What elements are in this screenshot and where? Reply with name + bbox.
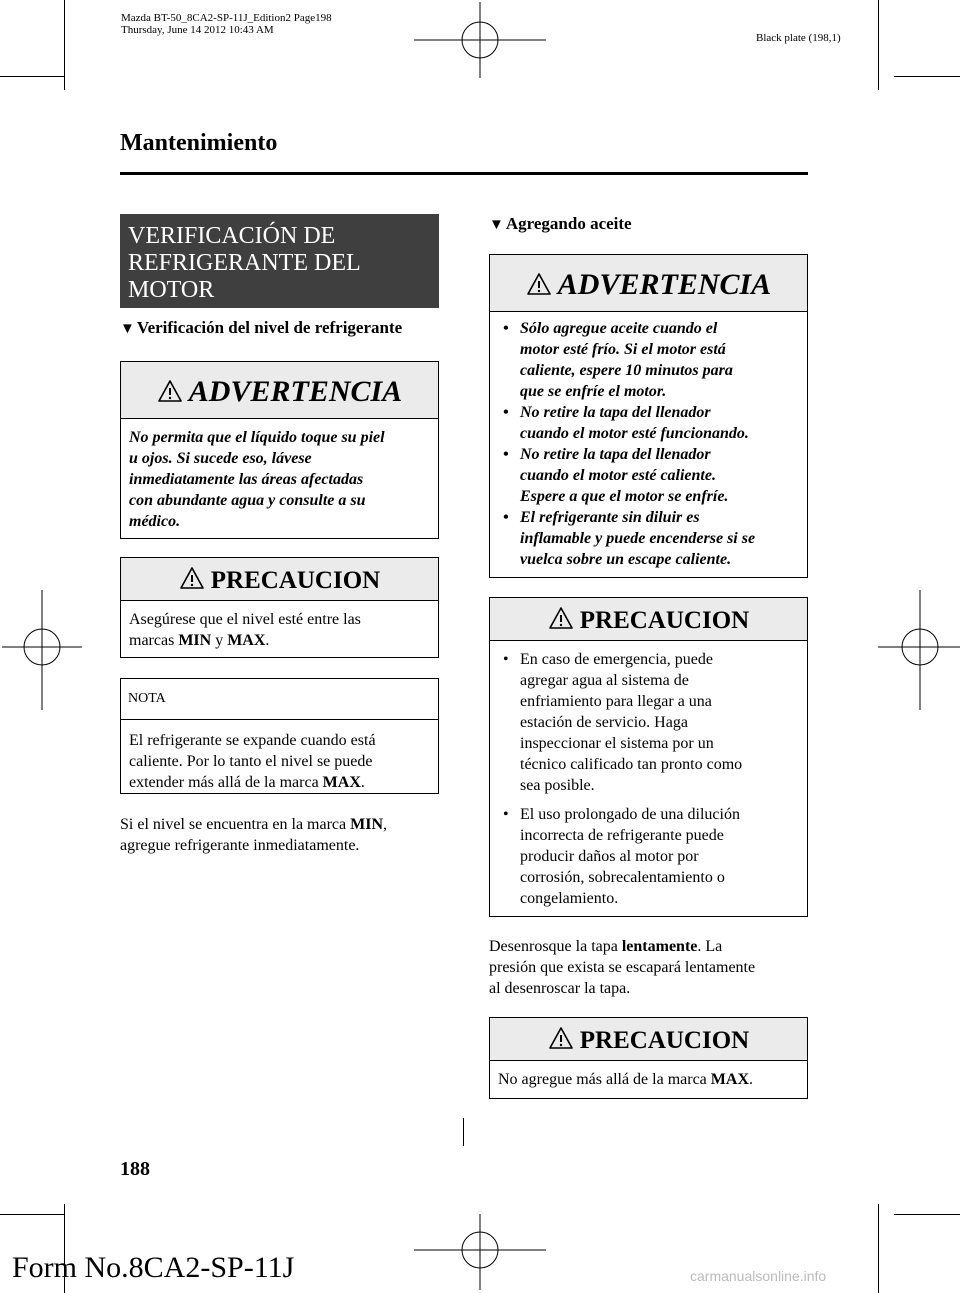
page-number: 188: [120, 1158, 150, 1180]
list-item: • Sólo agregue aceite cuando el motor esté frío. Si el motor está caliente, espere 10 minutos para que se enfríe el motor.: [498, 318, 799, 402]
chapter-title: VERIFICACIÓN DE REFRIGERANTE DEL MOTOR: [120, 214, 439, 308]
caution-header: PRECAUCION: [490, 598, 807, 641]
warning-text: No permita que el líquido toque su piel u ojos. Si sucede eso, lávese inmediatamente las áreas afectadas con abundante agua y consulte a su médico.: [129, 429, 385, 530]
watermark: carmanualsonline.info: [690, 1268, 827, 1284]
registration-mark-bottom: [414, 1214, 546, 1290]
warning-triangle-icon: [548, 1026, 574, 1050]
print-info-line2: Thursday, June 14 2012 10:43 AM: [121, 24, 274, 36]
nota-box: [120, 678, 439, 794]
subheading-level-check: ▼ Verificación del nivel de refrigerante: [120, 318, 403, 337]
warning-list: [490, 312, 807, 578]
list-item: • No retire la tapa del llenador cuando el motor esté caliente. Espere a que el motor se enfríe.: [498, 444, 799, 507]
paragraph-unscrew-cap: Desenrosque la tapa lentamente. La presión que exista se escapará lentamente al desenroscar la tapa.: [489, 938, 756, 997]
list-item: • El uso prolongado de una dilución incorrecta de refrigerante puede producir daños al motor por corrosión, sobrecalentamiento o congelamiento.: [498, 804, 799, 909]
registration-mark-left: [2, 590, 82, 710]
warning-triangle-icon: [526, 272, 552, 296]
caution-header: PRECAUCION: [490, 1018, 807, 1061]
paragraph-min-level: Si el nivel se encuentra en la marca MIN, agregue refrigerante inmediatamente.: [120, 816, 388, 854]
form-number: Form No.8CA2-SP-11J: [12, 1251, 295, 1284]
registration-mark-right: [878, 590, 960, 710]
caution-header: PRECAUCION: [121, 558, 438, 601]
list-item: • En caso de emergencia, puede agregar agua al sistema de enfriamiento para llegar a una estación de servicio. Haga inspeccionar el sistema por un técnico calificado tan pronto como sea posible.: [498, 649, 799, 796]
triangle-bullet-icon: ▼: [489, 217, 504, 233]
nota-text: El refrigerante se expande cuando está caliente. Por lo tanto el nivel se puede extender más allá de la marca MAX.: [129, 732, 376, 791]
warning-box-oil: [489, 254, 808, 578]
caution-box-max: [489, 1017, 808, 1099]
warning-triangle-icon: [179, 566, 205, 590]
plate-info: Black plate (198,1): [756, 32, 841, 44]
caution-box-level: [120, 557, 439, 658]
print-info: [121, 12, 332, 36]
subheading-adding-oil: ▼ Agregando aceite: [489, 214, 632, 233]
header-rule: [120, 172, 808, 175]
list-item: • No retire la tapa del llenador cuando el motor esté funcionando.: [498, 402, 799, 444]
caution-list: [490, 641, 807, 917]
triangle-bullet-icon: ▼: [120, 321, 135, 337]
caution-box-emergency: [489, 597, 808, 917]
warning-triangle-icon: [157, 379, 183, 403]
nota-header: NOTA: [121, 679, 438, 720]
caution-text: Asegúrese que el nivel esté entre las marcas MIN y MAX.: [129, 611, 361, 649]
warning-triangle-icon: [548, 606, 574, 630]
list-item: • El refrigerante sin diluir es inflamable y puede encenderse si se vuelca sobre un escape caliente.: [498, 507, 799, 570]
warning-header: ADVERTENCIA: [490, 255, 807, 312]
section-title: Mantenimiento: [120, 130, 278, 156]
caution-text: No agregue más allá de la marca MAX.: [498, 1071, 753, 1088]
warning-box-skin: [120, 361, 439, 539]
warning-header: ADVERTENCIA: [121, 362, 438, 419]
registration-mark-top: [414, 2, 546, 78]
print-info-line1: Mazda BT-50_8CA2-SP-11J_Edition2 Page198: [121, 12, 332, 24]
